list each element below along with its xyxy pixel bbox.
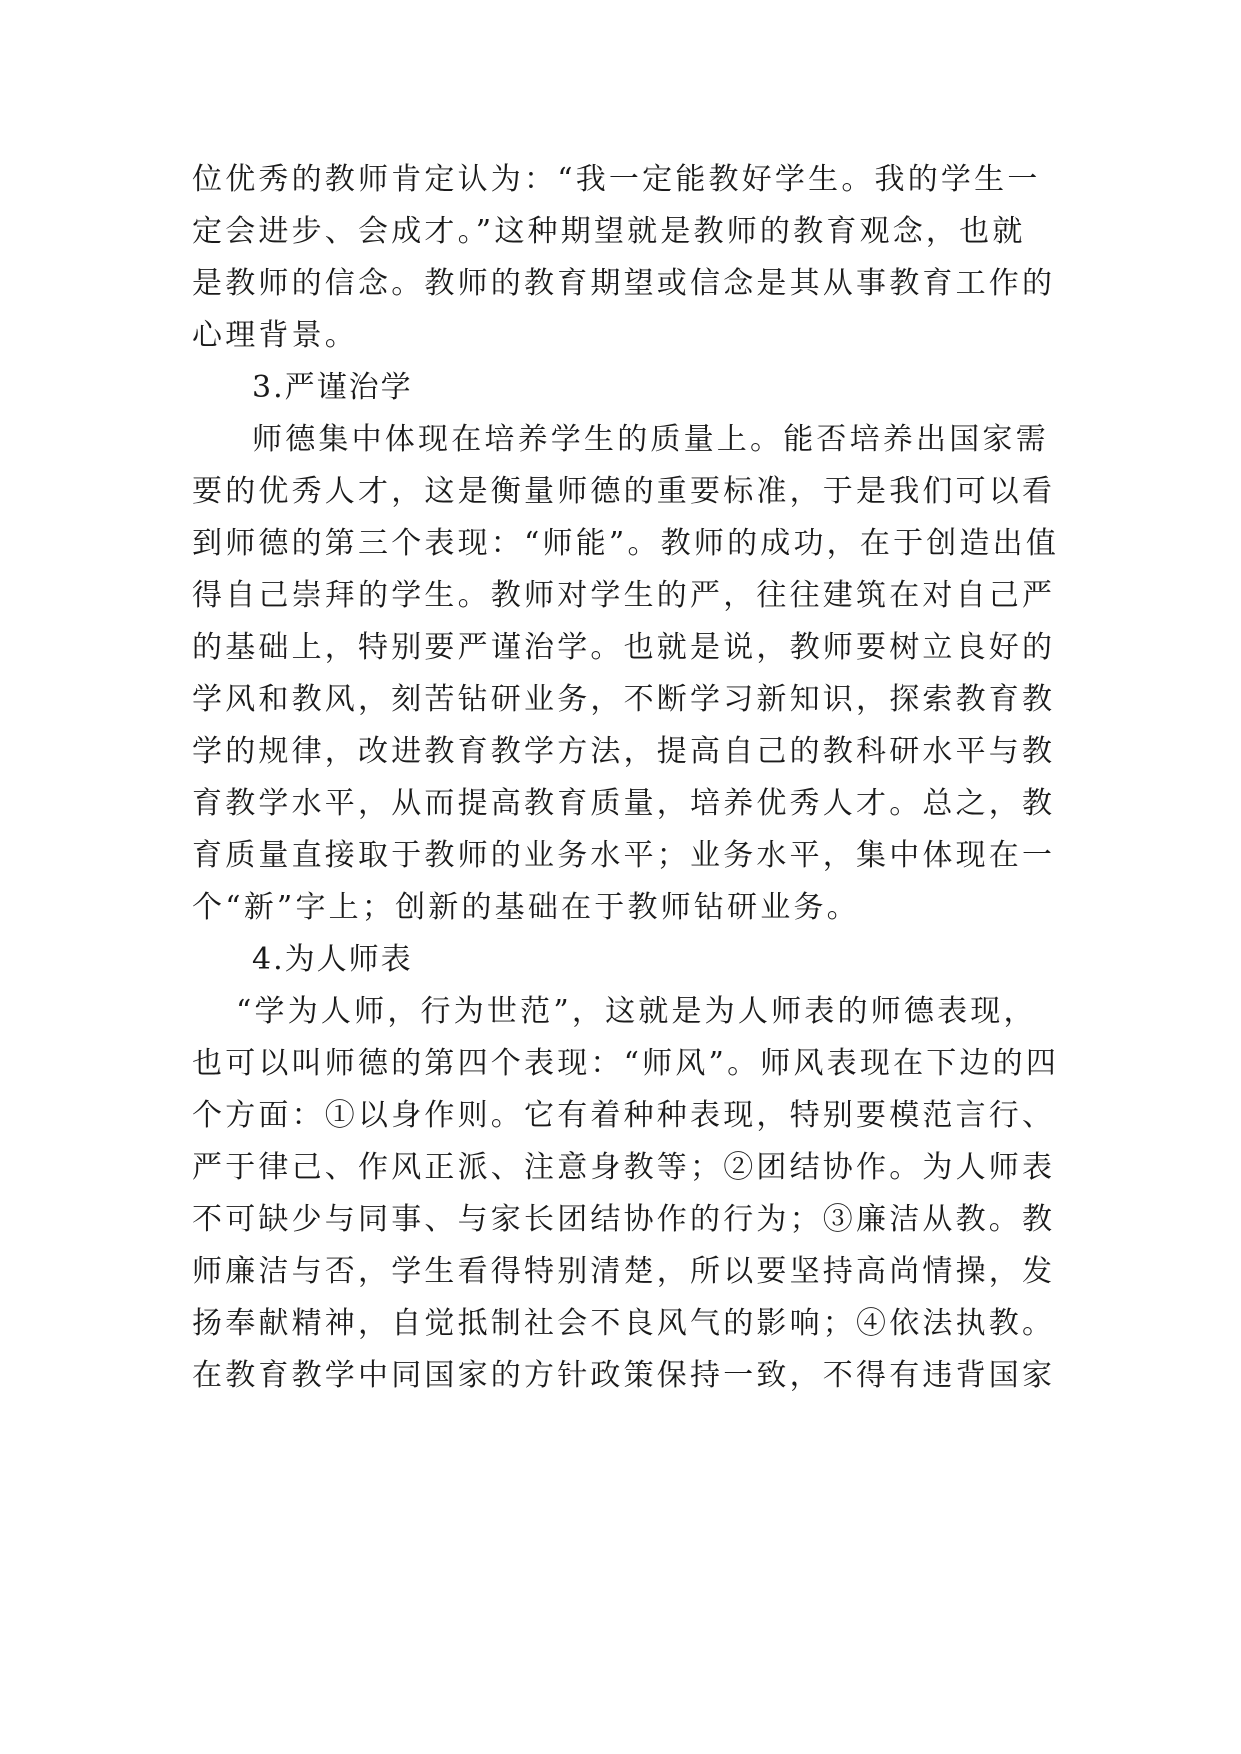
section-heading: 3.严谨治学	[252, 370, 413, 405]
body-text-line: 育质量直接取于教师的业务水平；业务水平，集中体现在一	[192, 838, 1056, 873]
body-text-line: 得自己崇拜的学生。教师对学生的严，往往建筑在对自己严	[192, 578, 1056, 613]
section-heading: 4.为人师表	[252, 942, 413, 977]
body-text-line: 师德集中体现在培养学生的质量上。能否培养出国家需	[252, 422, 1049, 457]
body-text-line: 育教学水平，从而提高教育质量，培养优秀人才。总之，教	[192, 786, 1056, 821]
body-text-line: 心理背景。	[192, 318, 358, 353]
body-text-line: 学的规律，改进教育教学方法，提高自己的教科研水平与教	[192, 734, 1056, 769]
body-text-line: 要的优秀人才，这是衡量师德的重要标准，于是我们可以看	[192, 474, 1056, 509]
body-text-line: 位优秀的教师肯定认为：“我一定能教好学生。我的学生一	[192, 162, 1041, 197]
body-text-line: 严于律己、作风正派、注意身教等；②团结协作。为人师表	[192, 1150, 1056, 1185]
body-text-line: 的基础上，特别要严谨治学。也就是说，教师要树立良好的	[192, 630, 1056, 665]
body-text-line: 也可以叫师德的第四个表现：“师风”。师风表现在下边的四	[192, 1046, 1060, 1081]
body-text-line: 不可缺少与同事、与家长团结协作的行为；③廉洁从教。教	[192, 1202, 1056, 1237]
body-text-line: “学为人师，行为世范”，这就是为人师表的师德表现，	[236, 994, 1037, 1029]
body-text-line: 是教师的信念。教师的教育期望或信念是其从事教育工作的	[192, 266, 1056, 301]
body-text-line: 学风和教风，刻苦钻研业务，不断学习新知识，探索教育教	[192, 682, 1056, 717]
body-text-line: 在教育教学中同国家的方针政策保持一致，不得有违背国家	[192, 1358, 1056, 1393]
body-text-line: 师廉洁与否，学生看得特别清楚，所以要坚持高尚情操，发	[192, 1254, 1056, 1289]
body-text-line: 扬奉献精神，自觉抵制社会不良风气的影响；④依法执教。	[192, 1306, 1056, 1341]
body-text-line: 定会进步、会成才。”这种期望就是教师的教育观念，也就	[192, 214, 1026, 249]
body-text-line: 到师德的第三个表现：“师能”。教师的成功，在于创造出值	[192, 526, 1060, 561]
body-text-line: 个“新”字上；创新的基础在于教师钻研业务。	[192, 890, 860, 925]
body-text-line: 个方面：①以身作则。它有着种种表现，特别要模范言行、	[192, 1098, 1056, 1133]
